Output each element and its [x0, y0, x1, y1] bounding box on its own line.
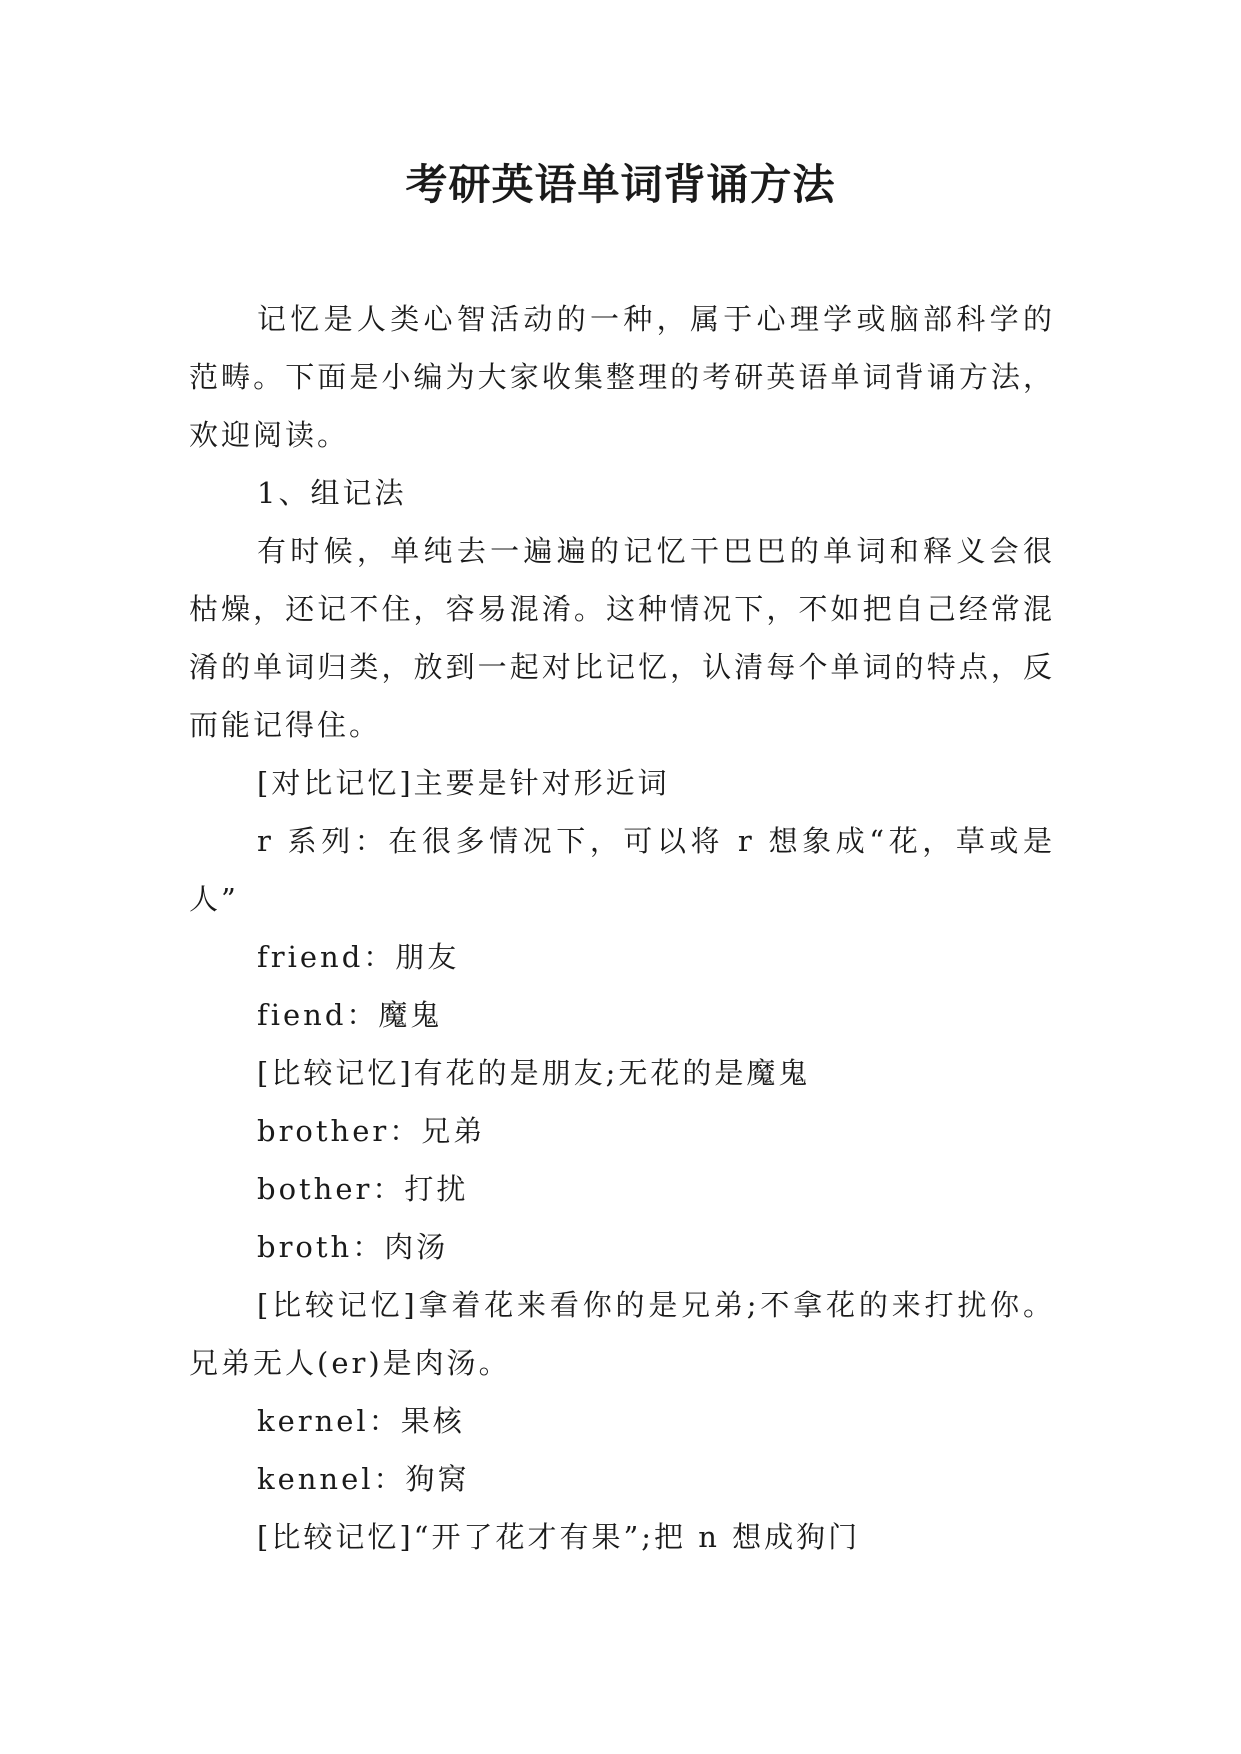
paragraph: [对比记忆]主要是针对形近词 — [257, 766, 670, 800]
comparison-note: [比较记忆]拿着花来看你的是兄弟;不拿花的来打扰你。兄弟无人(er)是肉汤。 — [189, 1288, 1055, 1380]
word-entry: bother：打扰 — [257, 1172, 469, 1206]
word-entry: brother：兄弟 — [257, 1114, 486, 1148]
word-entry: friend：朋友 — [257, 940, 460, 974]
word-entry: kernel：果核 — [257, 1404, 465, 1438]
comparison-note: [比较记忆]“开了花才有果”;把 n 想成狗门 — [257, 1520, 861, 1554]
word-entry: broth：肉汤 — [257, 1230, 449, 1264]
document-body — [189, 290, 1055, 1566]
paragraph: r 系列：在很多情况下，可以将 r 想象成“花，草或是人” — [189, 824, 1055, 916]
comparison-note: [比较记忆]有花的是朋友;无花的是魔鬼 — [257, 1056, 811, 1090]
document-title: 考研英语单词背诵方法 — [405, 160, 836, 209]
word-entry: fiend：魔鬼 — [257, 998, 443, 1032]
section-heading: 1、组记法 — [257, 476, 407, 510]
word-entry: kennel：狗窝 — [257, 1462, 470, 1496]
paragraph: 有时候，单纯去一遍遍的记忆干巴巴的单词和释义会很枯燥，还记不住，容易混淆。这种情况下，不如把自己经常混淆的单词归类，放到一起对比记忆，认清每个单词的特点，反而能记得住。 — [189, 534, 1055, 742]
paragraph-intro: 记忆是人类心智活动的一种，属于心理学或脑部科学的范畴。下面是小编为大家收集整理的考研英语单词背诵方法，欢迎阅读。 — [189, 302, 1055, 452]
